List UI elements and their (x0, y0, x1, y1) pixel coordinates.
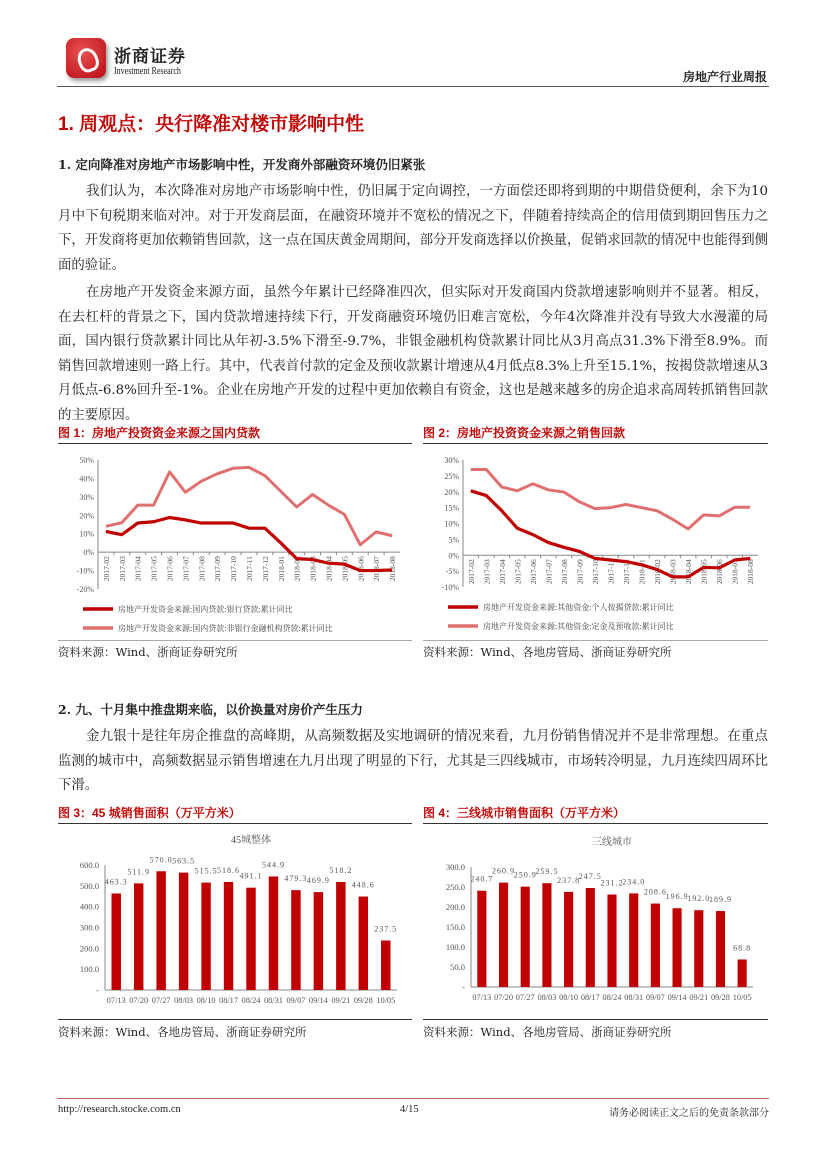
footer-divider (57, 1098, 769, 1099)
x-tick-label: 2018-04 (684, 559, 694, 585)
x-tick-label: 2018-06 (715, 559, 725, 585)
y-tick-label: 10% (444, 519, 459, 529)
y-tick-label: 100.0 (79, 964, 99, 975)
y-tick-label: 10% (79, 529, 94, 539)
bar (314, 892, 323, 990)
y-tick-label: 40% (79, 474, 94, 484)
x-tick-label: 10/05 (376, 996, 396, 1005)
x-tick-label: 2018-03 (668, 559, 678, 585)
data-label: 237.5 (374, 924, 398, 934)
bar (586, 888, 595, 987)
x-tick-label: 2017-08 (197, 556, 207, 582)
figure-source: 资料来源：Wind、各地房管局、浙商证券研究所 (423, 1025, 672, 1039)
x-tick-label: 2018-08 (388, 556, 398, 582)
data-label: 231.2 (600, 878, 624, 888)
figure-rule (423, 443, 768, 444)
figure-caption: 图 2：房地产投资资金来源之销售回款 (423, 426, 626, 440)
x-tick-label: 2017-08 (559, 559, 569, 585)
line-chart-domestic-loans (58, 447, 412, 639)
paragraph: 金九银十是往年房企推盘的高峰期，从高频数据及实地调研的情况来看，九月份销售情况并不是非常理想。在重点监测的城市中，高频数据显示销售增速在九月出现了明显的下行，尤其是三四线城市，市场转冷明显，九月连续四周环比下滑。 (58, 729, 768, 793)
y-tick-label: 25% (444, 471, 459, 481)
figure-rule (58, 1019, 412, 1020)
bar (224, 882, 233, 990)
figure-rule (423, 640, 768, 641)
x-tick-label: 2017-11 (606, 559, 616, 584)
x-tick-label: 2017-03 (482, 559, 492, 585)
header-divider (57, 86, 769, 87)
data-label: 463.3 (104, 877, 128, 887)
data-label: 192.0 (687, 894, 711, 904)
brand-subtitle: Investment Research (114, 66, 181, 77)
x-tick-label: 2018-03 (308, 556, 318, 582)
bar (542, 883, 551, 987)
bar (607, 895, 616, 987)
data-label: 479.3 (284, 874, 308, 884)
series-line-2 (106, 467, 392, 544)
data-label: 208.6 (643, 887, 667, 897)
footer-url[interactable]: http://research.stocke.com.cn (58, 1104, 181, 1115)
data-label: 515.5 (194, 866, 218, 876)
footer-disclaimer: 请务必阅读正文之后的免责条款部分 (609, 1108, 769, 1119)
figure-rule (423, 823, 768, 824)
legend-label: 房地产开发资金来源:其他资金:定金及预收款:累计同比 (483, 622, 674, 631)
x-tick-label: 2018-01 (637, 559, 647, 585)
bar (694, 910, 703, 987)
x-tick-label: 2017-09 (575, 559, 585, 585)
chart-title: 三线城市 (592, 837, 632, 848)
figure-rule (58, 443, 412, 444)
y-tick-label: 5% (448, 535, 459, 545)
y-tick-label: 300.0 (445, 862, 465, 872)
figure-rule (423, 1019, 768, 1020)
subsection-title-1: 1. 定向降准对房地产市场影响中性，开发商外部融资环境仍旧紧张 (58, 157, 426, 172)
x-tick-label: 2017-02 (101, 556, 111, 582)
bar (134, 883, 143, 990)
y-tick-label: 100.0 (445, 942, 465, 952)
section-title: 1. 周观点：央行降准对楼市影响中性 (58, 114, 365, 135)
data-label: 518.2 (329, 866, 353, 876)
bar (246, 888, 255, 990)
figure-caption: 图 4：三线城市销售面积（万平方米） (423, 806, 626, 820)
figure-caption: 图 1：房地产投资资金来源之国内贷款 (58, 426, 261, 440)
y-tick-label: 20% (79, 511, 94, 521)
data-label: 518.6 (217, 865, 241, 875)
bar (291, 890, 300, 990)
figure-source: 资料来源：Wind、浙商证券研究所 (58, 645, 238, 659)
y-tick-label: -20% (76, 585, 94, 594)
y-tick-label: -10% (76, 566, 94, 576)
y-tick-label: 200.0 (79, 943, 99, 954)
x-tick-label: 07/20 (129, 996, 149, 1005)
bar-chart-45-cities (58, 825, 412, 1017)
bar (112, 893, 121, 990)
page-number: 4/15 (400, 1104, 419, 1115)
y-tick-label: 150.0 (445, 922, 465, 932)
series-line-2 (471, 470, 750, 529)
x-tick-label: 2017-02 (466, 559, 476, 585)
data-label: 237.8 (557, 875, 581, 885)
bar (499, 883, 508, 987)
x-tick-label: 09/28 (353, 996, 373, 1005)
data-label: 240.7 (470, 874, 494, 884)
report-type: 房地产行业周报 (682, 70, 767, 84)
x-tick-label: 08/24 (602, 993, 622, 1002)
y-tick-label: - (462, 982, 465, 992)
subsection-title-2: 2. 九、十月集中推盘期来临，以价换量对房价产生压力 (58, 702, 363, 717)
x-tick-label: 2018-07 (730, 559, 740, 585)
bar (359, 897, 368, 990)
x-tick-label: 2018-01 (276, 556, 286, 582)
bar (651, 904, 660, 987)
legend-label: 房地产开发资金来源:国内贷款:非银行金融机构贷款:累计同比 (118, 624, 333, 633)
x-tick-label: 07/20 (494, 993, 513, 1002)
x-tick-label: 2017-05 (149, 556, 159, 582)
x-tick-label: 09/14 (308, 996, 328, 1005)
x-tick-label: 2018-02 (653, 559, 663, 585)
y-tick-label: -10% (441, 583, 459, 592)
y-tick-label: 20% (444, 487, 459, 497)
figure-source: 资料来源：Wind、各地房管局、浙商证券研究所 (423, 645, 672, 659)
x-tick-label: 2018-07 (372, 556, 382, 582)
x-tick-label: 2018-02 (292, 556, 302, 582)
x-tick-label: 09/21 (689, 993, 709, 1002)
company-logo (66, 38, 106, 78)
x-tick-label: 2017-10 (590, 559, 600, 585)
x-tick-label: 07/27 (151, 996, 171, 1005)
x-tick-label: 08/10 (196, 996, 216, 1005)
y-tick-label: 200.0 (445, 902, 465, 912)
x-tick-label: 2018-05 (699, 559, 709, 585)
x-tick-label: 2017-07 (181, 556, 191, 582)
bar (738, 959, 747, 987)
x-tick-label: 08/03 (174, 996, 194, 1005)
x-tick-label: 2018-05 (340, 556, 350, 582)
x-tick-label: 07/27 (515, 993, 535, 1002)
x-tick-label: 09/14 (667, 993, 687, 1002)
x-tick-label: 2017-09 (213, 556, 223, 582)
line-chart-sales-collections (423, 447, 768, 639)
x-tick-label: 09/21 (331, 996, 351, 1005)
x-tick-label: 08/31 (624, 993, 644, 1002)
x-tick-label: 2018-08 (746, 559, 756, 585)
figure-caption: 图 3：45 城销售面积（万平方米） (58, 806, 241, 820)
x-tick-label: 08/03 (537, 993, 557, 1002)
x-tick-label: 2017-10 (229, 556, 239, 582)
x-tick-label: 08/31 (264, 996, 283, 1005)
figure-source: 资料来源：Wind、各地房管局、浙商证券研究所 (58, 1025, 307, 1039)
paragraph: 在房地产开发资金来源方面，虽然今年累计已经降准四次，但实际对开发商国内贷款增速影响则并不显著。相反，在去杠杆的背景之下，国内贷款增速持续下行，开发商融资环境仍旧难言宽松，今年4次降准并没有导致大水漫灌的局面，国内银行贷款累计同比从年初-3.5%下滑至-9.7%，非银金融机构贷款累计同比从3月高点31.3%下滑至8.9%。而销售回款增速则一路上行。其中，代表首付款的定金及预收款累计增速从4月低点8.3%上升至15.1%，按揭贷款增速从3月低点-6.8%回升至-1%。企业在房地产开发的过程中更加依赖自有资金，这也是越来越多的房企追求高周转抓销售回款的主要原因。 (58, 285, 768, 423)
bar (629, 893, 638, 987)
bar (381, 941, 390, 990)
y-tick-label: 30% (79, 492, 94, 502)
x-tick-label: 2017-12 (260, 556, 270, 582)
bar (336, 882, 345, 990)
x-tick-label: 2017-11 (245, 556, 254, 581)
y-tick-label: 400.0 (79, 901, 99, 912)
data-label: 448.6 (351, 880, 375, 890)
data-label: 247.5 (578, 872, 602, 881)
bar (564, 892, 573, 987)
x-tick-label: 09/07 (286, 996, 306, 1005)
y-tick-label: 250.0 (445, 882, 465, 892)
x-tick-label: 09/07 (645, 993, 665, 1002)
data-label: 563.5 (172, 856, 196, 866)
x-tick-label: 07/13 (106, 996, 126, 1005)
y-tick-label: 300.0 (79, 922, 99, 933)
x-tick-label: 2017-06 (528, 559, 538, 585)
y-tick-label: 50.0 (450, 962, 465, 972)
legend-label: 房地产开发资金来源:国内贷款:银行贷款:累计同比 (118, 605, 293, 614)
y-tick-label: -5% (445, 567, 459, 577)
bar (521, 887, 530, 987)
x-tick-label: 2017-12 (622, 559, 632, 585)
y-tick-label: - (96, 985, 99, 995)
brand-name: 浙商证券 (114, 47, 186, 67)
x-tick-label: 2017-06 (165, 556, 175, 582)
data-label: 544.9 (261, 860, 285, 870)
bar-chart-tier3-cities (423, 825, 768, 1017)
bar (201, 883, 210, 990)
x-tick-label: 2018-06 (356, 556, 366, 582)
x-tick-label: 2017-07 (544, 559, 554, 585)
data-label: 511.9 (127, 867, 151, 877)
data-label: 259.5 (535, 867, 559, 877)
x-tick-label: 10/05 (732, 993, 752, 1002)
y-tick-label: 0% (448, 551, 459, 561)
data-label: 68.8 (733, 943, 752, 953)
x-tick-label: 2017-03 (117, 556, 127, 582)
bar (156, 871, 165, 990)
data-label: 189.9 (708, 895, 732, 905)
figure-rule (58, 640, 412, 641)
bar (477, 891, 486, 987)
x-tick-label: 2017-04 (133, 556, 143, 582)
data-label: 234.0 (622, 877, 646, 887)
data-label: 260.9 (492, 866, 516, 876)
x-tick-label: 09/28 (711, 993, 730, 1002)
data-label: 491.1 (239, 871, 263, 881)
y-tick-label: 30% (444, 456, 459, 465)
y-tick-label: 15% (444, 503, 459, 513)
x-tick-label: 08/17 (580, 993, 600, 1002)
x-tick-label: 2018-04 (324, 556, 334, 582)
x-tick-label: 08/10 (559, 993, 579, 1002)
figure-rule (58, 823, 412, 824)
y-tick-label: 50% (79, 456, 94, 465)
data-label: 250.9 (513, 870, 537, 880)
x-tick-label: 2017-04 (497, 559, 507, 585)
paragraph: 我们认为，本次降准对房地产市场影响中性，仍旧属于定向调控，一方面偿还即将到期的中期借贷便利，余下为10月中下旬税期来临对冲。对于开发商层面，在融资环境并不宽松的情况之下，伴随着持续高企的信用债到期回售压力之下，开发商将更加依赖销售回款，这一点在国庆黄金周期间，部分开发商选择以价换量，促销求回款的情况中也能得到侧面的验证。 (58, 184, 768, 273)
x-tick-label: 07/13 (472, 993, 492, 1002)
x-tick-label: 08/17 (219, 996, 238, 1005)
y-tick-label: 500.0 (79, 880, 99, 891)
bar (673, 908, 682, 987)
bar (716, 911, 725, 987)
data-label: 570.0 (149, 855, 173, 865)
bar (269, 876, 278, 990)
y-tick-label: 0% (83, 548, 94, 558)
x-tick-label: 2017-05 (513, 559, 523, 585)
data-label: 469.9 (306, 876, 330, 886)
chart-title: 45城整体 (231, 835, 271, 846)
y-tick-label: 600.0 (79, 860, 99, 870)
bar (179, 873, 188, 990)
data-label: 196.9 (665, 892, 689, 902)
x-tick-label: 08/24 (241, 996, 261, 1005)
legend-label: 房地产开发资金来源:其他资金:个人按揭贷款:累计同比 (483, 603, 674, 612)
